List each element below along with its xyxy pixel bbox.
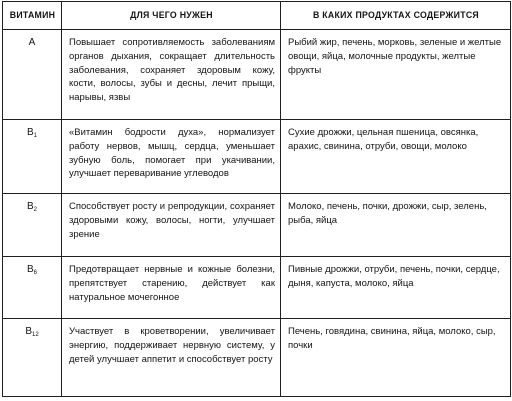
purpose-text: Участвует в кроветворении, увеличивает энергию, поддерживает нервную систему, у детей улучшает аппетит и способствует росту <box>69 326 275 365</box>
vitamin-name: A <box>28 37 36 48</box>
vitamin-cell <box>3 319 62 397</box>
table-row <box>3 120 511 194</box>
purpose-text: Повышает сопротивляемость заболеваниям органов дыхания, сокращает длительность заболевания, сохраняет здоровым кожу, кости, волосы, зубы и десны, лечит прыщи, нарывы, язвы <box>69 37 275 104</box>
vitamin-name: B <box>26 127 34 138</box>
table-row <box>3 257 511 319</box>
table-row <box>3 30 511 120</box>
purpose-text: «Витамин бодрости духа», нормализует работу нервов, мышц, сердца, уменьшает зубную боль, помогает при укачивании, улучшает переваривание углеводов <box>69 127 275 180</box>
header-vitamin: ВИТАМИН <box>5 2 59 30</box>
purpose-cell <box>62 194 281 257</box>
purpose-text: Предотвращает нервные и кожные болезни, препятствует старению, действует как натуральное мочегонное <box>69 264 275 303</box>
vitamin-subscript: 6 <box>33 270 37 276</box>
sources-cell <box>281 120 511 194</box>
sources-text: Молоко, печень, почки, дрожжи, сыр, зелень, рыба, яйца <box>288 201 487 226</box>
vitamin-cell <box>3 30 62 120</box>
header-row <box>3 2 511 30</box>
vitamin-cell <box>3 194 62 257</box>
vitamin-name: B <box>25 326 32 337</box>
purpose-cell <box>62 257 281 319</box>
purpose-cell <box>62 319 281 397</box>
purpose-cell <box>62 30 281 120</box>
header-purpose: ДЛЯ ЧЕГО НУЖЕН <box>70 2 271 30</box>
sources-text: Сухие дрожжи, цельная пшеница, овсянка, арахис, свинина, отруби, овощи, молоко <box>288 127 479 152</box>
purpose-cell <box>62 120 281 194</box>
sources-text: Рыбий жир, печень, морковь, зеленые и желтые овощи, яйца, молочные продукты, желтые фрукты <box>288 37 502 76</box>
sources-cell <box>281 319 511 397</box>
purpose-text: Способствует росту и репродукции, сохраняет здоровыми кожу, волосы, ногти, улучшает зрение <box>69 201 275 240</box>
sources-cell <box>281 194 511 257</box>
vitamin-subscript: 1 <box>33 133 37 139</box>
vitamin-table <box>2 1 511 397</box>
sources-cell <box>281 257 511 319</box>
header-sources: В КАКИХ ПРОДУКТАХ СОДЕРЖИТСЯ <box>290 2 502 30</box>
vitamin-name: B <box>26 264 34 275</box>
sources-text: Пивные дрожжи, отруби, печень, почки, сердце, дыня, капуста, молоко, яйца <box>288 264 500 289</box>
vitamin-subscript: 12 <box>31 332 39 338</box>
vitamin-subscript: 2 <box>33 207 37 213</box>
vitamin-cell <box>3 257 62 319</box>
sources-cell <box>281 30 511 120</box>
vitamin-name: B <box>26 201 34 212</box>
sources-text: Печень, говядина, свинина, яйца, молоко, сыр, почки <box>288 326 496 351</box>
vitamin-cell <box>3 120 62 194</box>
table-row <box>3 194 511 257</box>
table-row <box>3 319 511 397</box>
